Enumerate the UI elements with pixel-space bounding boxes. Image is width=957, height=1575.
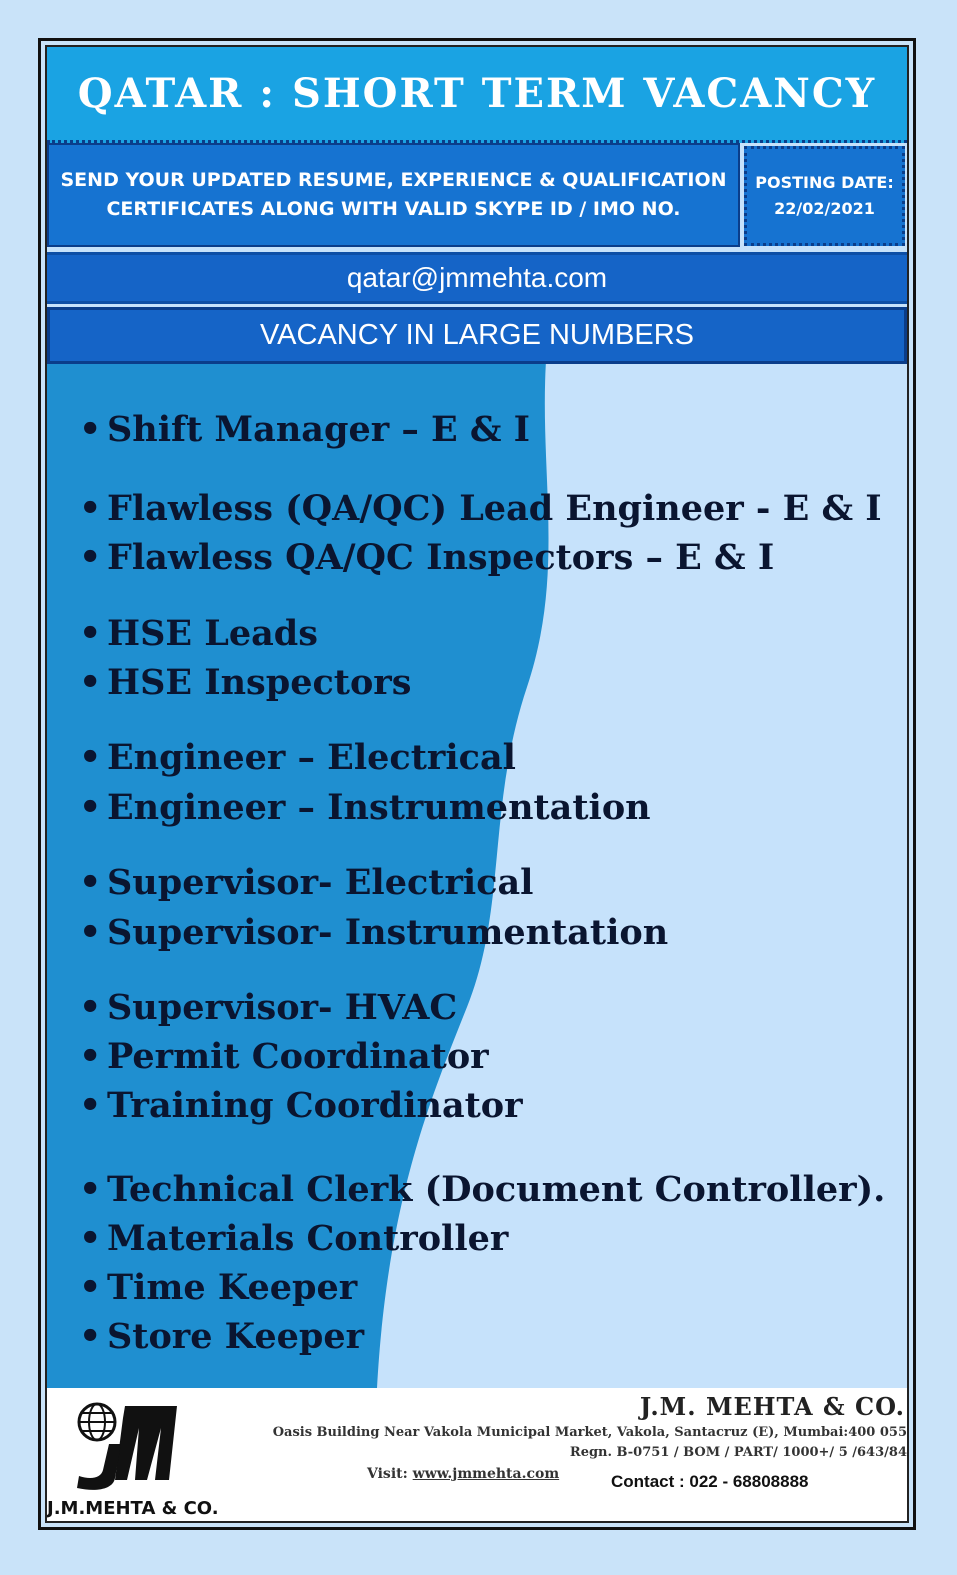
job-item: • Technical Clerk (Document Controller).: [79, 1169, 885, 1210]
job-item: • Training Coordinator: [79, 1085, 523, 1126]
visit-label: Visit:: [367, 1466, 408, 1482]
vacancy-banner-text: VACANCY IN LARGE NUMBERS: [259, 319, 695, 351]
registration-number: Regn. B-0751 / BOM / PART/ 1000+/ 5 /643/84: [569, 1445, 907, 1460]
job-item: • Supervisor- Electrical: [79, 862, 533, 903]
job-item: • HSE Leads: [79, 613, 318, 654]
website-line: [367, 1466, 559, 1482]
job-item: • Store Keeper: [79, 1316, 364, 1357]
job-item: • Engineer – Electrical: [79, 737, 516, 778]
instructions-line-1: SEND YOUR UPDATED RESUME, EXPERIENCE & QUALIFICATION: [60, 169, 727, 191]
job-item: • Shift Manager – E & I: [79, 409, 530, 450]
contact-number: Contact : 022 - 68808888: [611, 1472, 809, 1491]
job-item: • Time Keeper: [79, 1267, 357, 1308]
page-title: QATAR : SHORT TERM VACANCY: [77, 70, 877, 117]
job-item: • Flawless QA/QC Inspectors – E & I: [79, 537, 774, 578]
website-link[interactable]: www.jmmehta.com: [412, 1466, 560, 1482]
logo-caption: J.M.MEHTA & CO.: [47, 1498, 219, 1519]
job-item: • Permit Coordinator: [79, 1036, 489, 1077]
job-item: • Flawless (QA/QC) Lead Engineer - E & I: [79, 488, 882, 529]
job-item: • Supervisor- HVAC: [79, 987, 457, 1028]
title-banner: [47, 47, 907, 143]
company-logo-icon: [65, 1400, 185, 1496]
job-item: • Supervisor- Instrumentation: [79, 912, 668, 953]
poster: [45, 45, 909, 1523]
instructions-box: [47, 143, 740, 247]
job-item: • HSE Inspectors: [79, 662, 411, 703]
posting-date-box: [744, 146, 905, 246]
vacancy-banner: [47, 307, 907, 364]
company-name: J.M. MEHTA & CO.: [639, 1392, 905, 1421]
posting-date-value: 22/02/2021: [774, 199, 875, 218]
email-link[interactable]: qatar@jmmehta.com: [346, 262, 608, 293]
company-address: Oasis Building Near Vakola Municipal Market, Vakola, Santacruz (E), Mumbai:400 055: [272, 1425, 907, 1440]
posting-date-label: POSTING DATE:: [755, 173, 894, 192]
job-item: • Materials Controller: [79, 1218, 508, 1259]
company-footer: [47, 1388, 907, 1523]
email-banner: [47, 252, 907, 304]
job-item: • Engineer – Instrumentation: [79, 787, 651, 828]
instructions-line-2: CERTIFICATES ALONG WITH VALID SKYPE ID / IMO NO.: [106, 198, 681, 220]
